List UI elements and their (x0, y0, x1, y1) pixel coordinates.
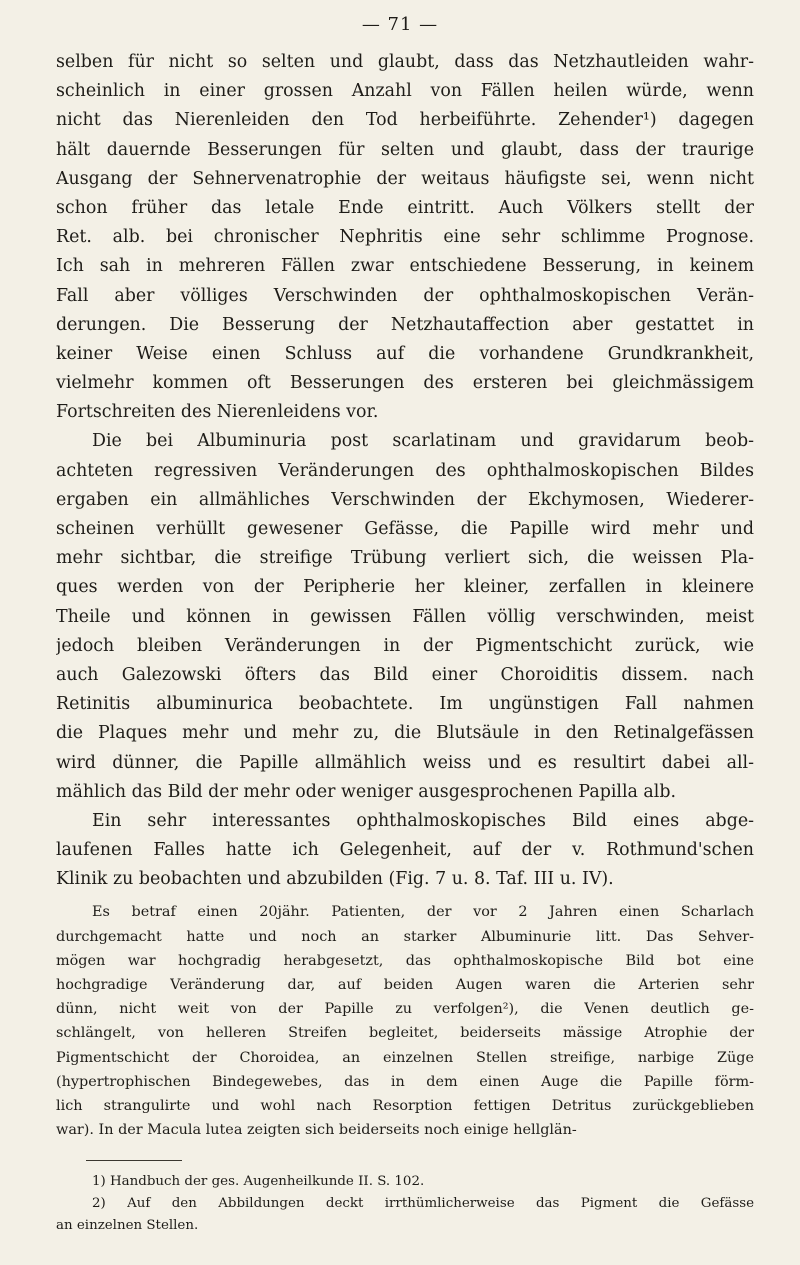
text-line: mählich das Bild der mehr oder weniger ausgesprochenen Papilla alb. (56, 781, 676, 802)
footnote-fn1 (56, 1171, 754, 1193)
text-line: (hypertrophischen Bindegewebes, das in dem einen Auge die Papille förm- (56, 1073, 754, 1090)
text-line: derungen. Die Besserung der Netzhautaffection aber gestattet in (56, 314, 754, 335)
footnote-fn2 (56, 1193, 754, 1237)
text-line: Fortschreiten des Nierenleidens vor. (56, 402, 379, 423)
text-line: nicht das Nierenleiden den Tod herbeiführte. Zehender¹) dagegen (56, 110, 754, 131)
text-line: selben für nicht so selten und glaubt, dass das Netzhautleiden wahr- (56, 52, 754, 72)
footnote-divider (86, 1160, 182, 1161)
text-line: dünn, nicht weit von der Papille zu verfolgen²), die Venen deutlich ge- (56, 1001, 754, 1018)
text-line: die Plaques mehr und mehr zu, die Blutsäule in den Retinalgefässen (56, 723, 754, 744)
footnote-line: an einzelnen Stellen. (56, 1218, 199, 1234)
text-line: Ausgang der Sehnervenatrophie der weitaus häufigste sei, wenn nicht (56, 168, 754, 189)
text-line: Es betraf einen 20jähr. Patienten, der vor 2 Jahren einen Scharlach (92, 904, 754, 921)
text-line: scheinen verhüllt gewesener Gefässe, die Papille wird mehr und (56, 519, 754, 539)
paragraph-list (56, 48, 754, 1142)
text-line: scheinlich in einer grossen Anzahl von Fällen heilen würde, wenn (56, 81, 754, 102)
footnote-line: 2) Auf den Abbildungen deckt irrthümlicherweise das Pigment die Gefässe (92, 1196, 754, 1212)
text-line: Theile und können in gewissen Fällen völlig verschwinden, meist (56, 606, 754, 627)
text-line: laufenen Falles hatte ich Gelegenheit, auf der v. Rothmund'schen (56, 840, 754, 861)
footnote-list (56, 1171, 754, 1237)
footnote-line: 1) Handbuch der ges. Augenheilkunde II. S. 102. (92, 1174, 425, 1190)
body-text (56, 48, 754, 1237)
text-line: Retinitis albuminurica beobachtete. Im ungünstigen Fall nahmen (56, 694, 754, 715)
text-line: keiner Weise einen Schluss auf die vorhandene Grundkrankheit, (56, 343, 754, 364)
text-line: schon früher das letale Ende eintritt. Auch Völkers stellt der (56, 197, 754, 218)
text-line: mehr sichtbar, die streifige Trübung verliert sich, die weissen Pla- (56, 548, 754, 569)
text-line: Fall aber völliges Verschwinden der ophthalmoskopischen Verän- (56, 285, 754, 306)
text-line: achteten regressiven Veränderungen des ophthalmoskopischen Bildes (56, 460, 754, 481)
paragraph-p3 (56, 807, 754, 895)
text-line: Pigmentschicht der Choroidea, an einzelnen Stellen streifige, narbige Züge (56, 1049, 754, 1066)
text-line: hält dauernde Besserungen für selten und glaubt, dass der traurige (56, 139, 754, 160)
text-line: hochgradige Veränderung dar, auf beiden Augen waren die Arterien sehr (56, 977, 754, 993)
paragraph-p2 (56, 427, 754, 806)
paragraph-p4 (56, 900, 754, 1142)
text-line: auch Galezowski öfters das Bild einer Choroiditis dissem. nach (56, 664, 754, 685)
text-line: schlängelt, von helleren Streifen begleitet, beiderseits mässige Atrophie der (56, 1025, 754, 1042)
text-line: Ich sah in mehreren Fällen zwar entschiedene Besserung, in keinem (56, 256, 754, 277)
text-line: mögen war hochgradig herabgesetzt, das ophthalmoskopische Bild bot eine (56, 952, 754, 969)
text-line: Ret. alb. bei chronischer Nephritis eine sehr schlimme Prognose. (56, 227, 754, 248)
text-line: wird dünner, die Papille allmählich weiss und es resultirt dabei all- (56, 752, 754, 773)
text-line: ques werden von der Peripherie her kleiner, zerfallen in kleinere (56, 577, 754, 598)
text-line: ergaben ein allmähliches Verschwinden der Ekchymosen, Wiederer- (56, 489, 754, 510)
text-line: war). In der Macula lutea zeigten sich beiderseits noch einige hellglän- (56, 1122, 577, 1139)
text-line: Klinik zu beobachten und abzubilden (Fig. 7 u. 8. Taf. III u. IV). (56, 869, 614, 890)
text-line: lich strangulirte und wohl nach Resorption fettigen Detritus zurückgeblieben (56, 1097, 754, 1114)
page-number: — 71 — (361, 14, 439, 35)
text-line: durchgemacht hatte und noch an starker Albuminurie litt. Das Sehver- (56, 928, 754, 945)
text-line: Ein sehr interessantes ophthalmoskopisches Bild eines abge- (92, 810, 754, 831)
text-line: vielmehr kommen oft Besserungen des ersteren bei gleichmässigem (56, 373, 754, 394)
text-line: jedoch bleiben Veränderungen in der Pigmentschicht zurück, wie (56, 635, 754, 656)
paragraph-p1 (56, 48, 754, 427)
text-line: Die bei Albuminuria post scarlatinam und gravidarum beob- (92, 431, 754, 452)
